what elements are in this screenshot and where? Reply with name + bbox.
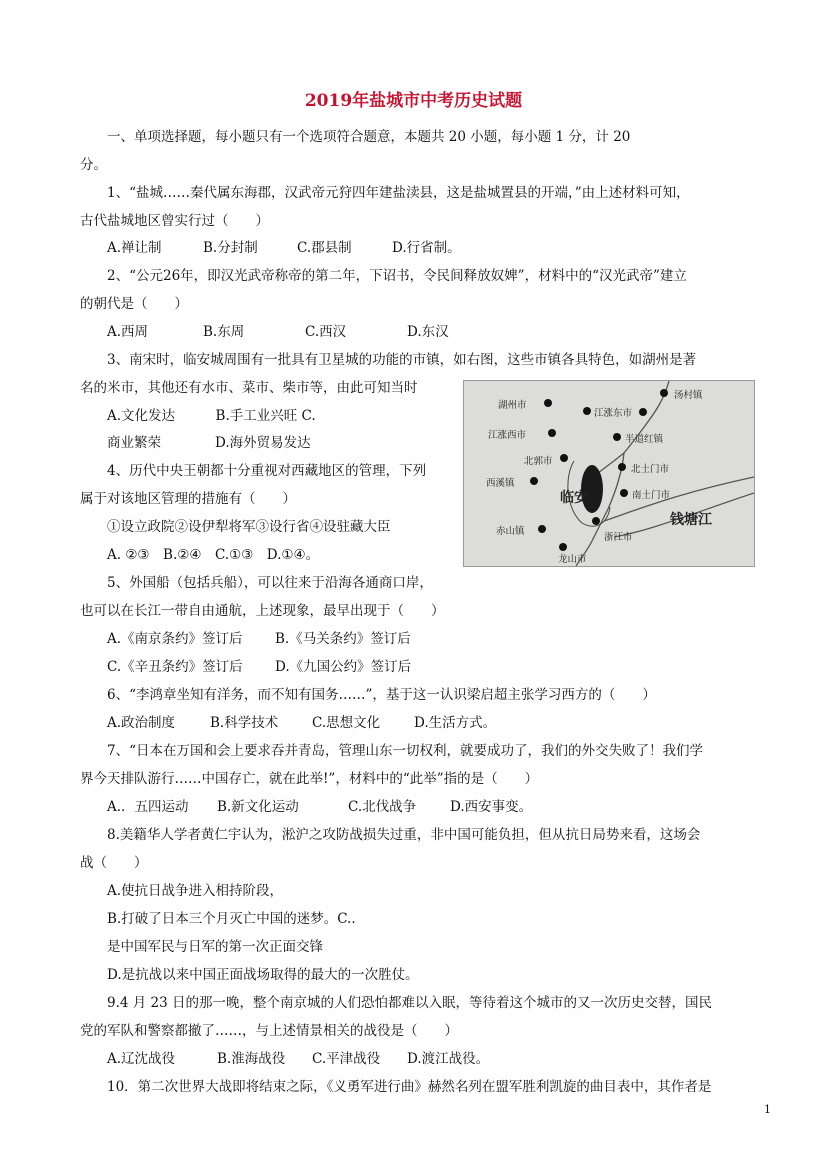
map-label-jiangzhang-east: 江涨东市 [594,408,633,419]
q5-option-d: D.《九国公约》签订后 [275,659,412,675]
q4-options: A. ②③ B.②④ C.①③ D.①④。 [107,547,320,563]
question-7-stem: 7、“日本在万国和会上要求吞并青岛，管理山东一切权利，就要成功了，我们的外交失败了！我们学 [107,743,703,759]
map-marker [544,399,552,407]
q6-option-c: C.思想文化 [312,715,381,731]
q9-option-c: C.平津战役 [312,1051,381,1067]
q2-option-c: C.西汉 [305,324,347,340]
question-3-stem: 3、南宋时，临安城周围有一批具有卫星城的功能的市镇，如右图，这些市镇各具特色，如湖州是著 [107,352,697,368]
q9-option-b: B.淮海战役 [217,1051,286,1067]
map-marker [639,408,647,416]
q6-option-a: A.政治制度 [107,715,176,731]
q9-option-d: D.渡江战役。 [407,1051,490,1067]
map-label-chishan: 赤山镇 [496,526,525,537]
q7-option-a: A.．五四运动 [107,799,189,815]
question-7-stem-cont: 界今天排队游行……中国存亡，就在此举!”，材料中的“此举”指的是（ ） [80,771,539,787]
q8-option-b: B.打破了日本三个月灭亡中国的迷梦。C.． [107,911,365,927]
section-instruction-cont: 分。 [80,157,107,173]
map-marker [583,407,591,415]
map-marker [530,477,538,485]
q3-options-cd: 商业繁荣 D.海外贸易发达 [107,435,311,451]
question-4-stem-cont: 属于对该地区管理的措施有（ ） [80,491,296,507]
q7-option-c: C.北伐战争 [348,799,417,815]
q6-option-b: B.科学技术 [210,715,279,731]
map-label-qiantang-river: 钱塘江 [670,512,712,528]
q1-option-d: D.行省制。 [392,240,461,256]
map-marker [620,489,628,497]
question-4-items: ①设立政院②设伊犁将军③设行省④设驻藏大臣 [107,519,391,535]
q2-option-a: A.西周 [107,324,149,340]
map-marker [660,389,668,397]
question-8-stem-cont: 战（ ） [80,855,148,871]
q1-option-a: A.禅让制 [107,240,162,256]
q7-option-b: B.新文化运动 [217,799,299,815]
map-marker [559,543,567,551]
map-marker [548,429,556,437]
question-1-stem: 1、“盐城……秦代属东海郡，汉武帝元狩四年建盐渎县，这是盐城置县的开端，”由上述材料可知， [107,185,690,201]
question-6-stem: 6、“李鸿章坐知有洋务，而不知有国务……”，基于这一认识梁启超主张学习西方的（ ） [107,687,656,703]
map-label-tangcun: 汤村镇 [674,390,703,401]
q8-option-a: A.使抗日战争进入相持阶段， [107,883,284,899]
map-label-longshan: 龙山市 [558,554,587,565]
map-label-linan: 临安 [560,490,588,506]
question-8-stem: 8.美籍华人学者黄仁宇认为，淞沪之攻防战损失过重，非中国可能负担，但从抗日局势来看，这场会 [107,827,701,843]
map-label-bei-tumen: 北土门市 [631,464,670,475]
question-2-stem: 2、“公元26年，即汉光武帝称帝的第二年，下诏书，令民间释放奴婢”，材料中的“汉光武帝”建立 [107,268,687,284]
map-label-huzhou: 湖州市 [498,400,527,411]
question-5-stem: 5、外国船（包括兵船），可以往来于沿海各通商口岸， [107,575,433,591]
q2-option-d: D.东汉 [407,324,449,340]
question-2-stem-cont: 的朝代是（ ） [80,296,188,312]
q8-option-c: 是中国军民与日军的第一次正面交锋 [107,939,323,955]
map-marker [560,454,568,462]
question-9-stem: 9.4 月 23 日的那一晚，整个南京城的人们恐怕都难以入眠，等待着这个城市的又一次历史交替，国民 [107,995,713,1011]
q8-option-d: D.是抗战以来中国正面战场取得的最大的一次胜仗。 [107,967,419,983]
q9-option-a: A.辽沈战役 [107,1051,176,1067]
question-5-stem-cont: 也可以在长江一带自由通航，上述现象，最早出现于（ ） [80,603,445,619]
question-1-stem-cont: 古代盐城地区曾实行过（ ） [80,213,269,229]
q2-option-b: B.东周 [203,324,245,340]
map-label-beiguo: 北郭市 [524,456,553,467]
map-label-bandaohong: 半道红镇 [625,434,664,445]
map-label-zhejiang-shi: 浙江市 [604,532,633,543]
map-label-jiangzhang-west: 江涨西市 [488,430,527,441]
q1-option-b: B.分封制 [203,240,258,256]
section-instruction: 一、单项选择题，每小题只有一个选项符合题意，本题共 20 小题，每小题 1 分，计 20 [107,129,631,145]
q1-option-c: C.郡县制 [297,240,352,256]
question-9-stem-cont: 党的军队和警察都撤了……，与上述情景相关的战役是（ ） [80,1023,458,1039]
map-marker [618,463,626,471]
question-10-stem: 10．第二次世界大战即将结束之际，《义勇军进行曲》赫然名列在盟军胜利凯旋的曲目表中，其作者是 [107,1079,712,1095]
page-title: 2019年盐城市中考历史试题 [304,91,523,111]
q7-option-d: D.西安事变。 [450,799,533,815]
question-4-stem: 4、历代中央王朝都十分重视对西藏地区的管理，下列 [107,463,427,479]
page-number: 1 [764,1103,771,1116]
q6-option-d: D.生活方式。 [414,715,497,731]
map-marker [592,517,600,525]
map-label-xixi: 西溪镇 [486,478,515,489]
q5-option-c: C.《辛丑条约》签订后 [107,659,243,675]
q3-options-ab: A.文化发达 B.手工业兴旺 C. [107,408,316,424]
map-marker [538,525,546,533]
question-3-stem-cont: 名的米市，其他还有水市、菜市、柴市等，由此可知当时 [80,380,418,396]
map-marker [613,433,621,441]
lin-an-market-towns-map [463,380,755,567]
q5-option-b: B.《马关条约》签订后 [275,631,411,647]
q5-option-a: A.《南京条约》签订后 [107,631,243,647]
map-label-nan-tumen: 南土门市 [632,490,671,501]
